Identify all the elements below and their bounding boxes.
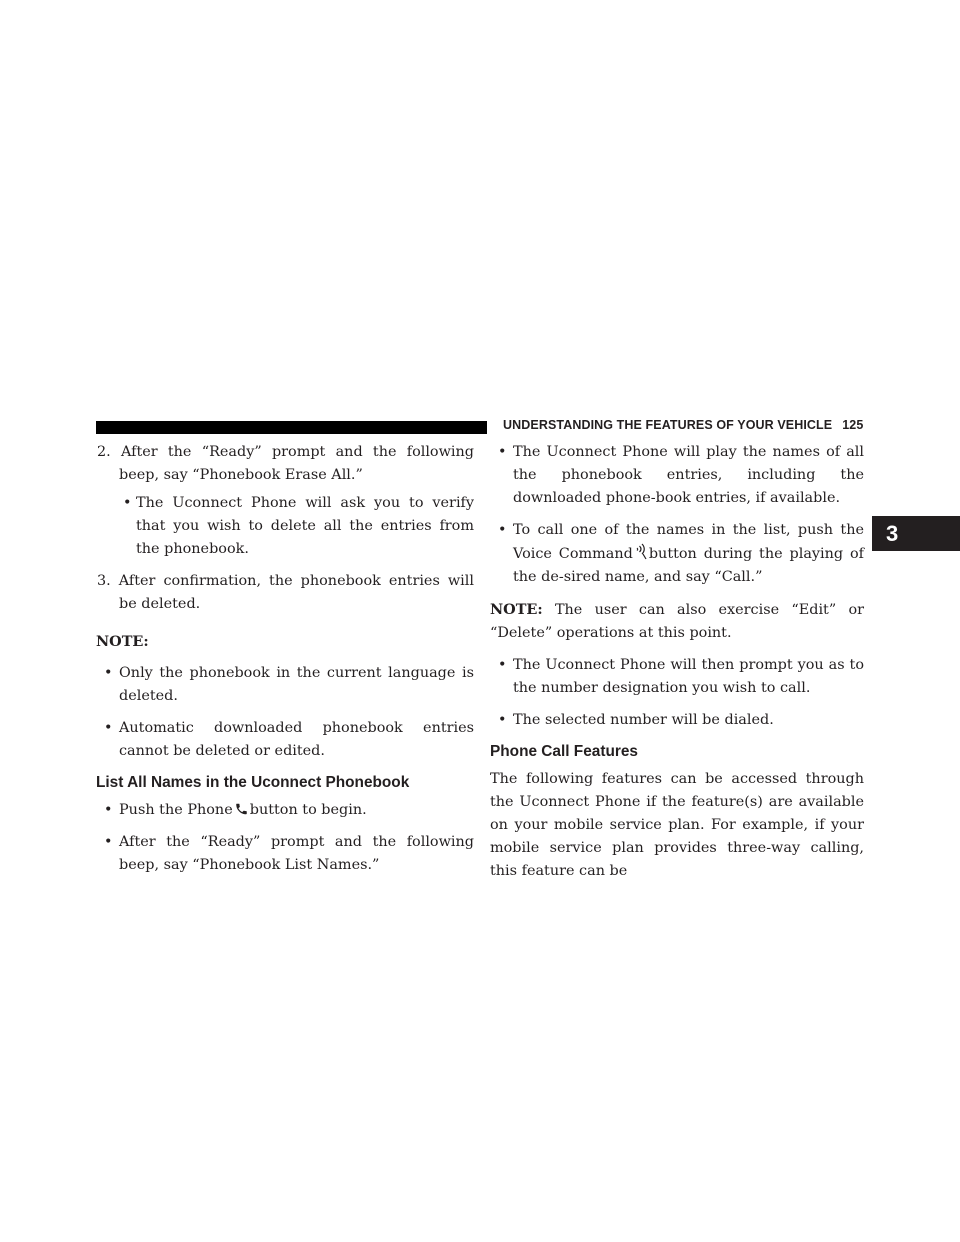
play-names-text: The Uconnect Phone will play the names of all the phonebook entries, including the downloaded phone-book entries, if available. — [513, 444, 864, 506]
bullet: • — [498, 657, 507, 673]
push-phone-bullet — [96, 799, 474, 822]
bullet: • — [498, 522, 507, 538]
step-2-sub-text: The Uconnect Phone will ask you to verify that you wish to delete all the entries from the phonebook. — [136, 495, 474, 557]
step-2-sub-bullet — [96, 492, 474, 561]
chapter-number: 3 — [886, 520, 899, 546]
chapter-tab — [872, 516, 960, 551]
section-title: UNDERSTANDING THE FEATURES OF YOUR VEHICLE — [503, 418, 833, 432]
phone-icon — [234, 802, 249, 816]
note-paragraph — [490, 598, 864, 645]
dialed-bullet — [490, 709, 864, 732]
section-heading-list-names: List All Names in the Uconnect Phonebook — [96, 774, 410, 791]
list-names-text: After the “Ready” prompt and the following beep, say “Phonebook List Names.” — [119, 834, 474, 873]
note-bullet-text: Automatic downloaded phonebook entries cannot be deleted or edited. — [119, 720, 474, 759]
note-label: NOTE: — [490, 601, 543, 618]
note-text: The user can also exercise “Edit” or “Delete” operations at this point. — [490, 602, 864, 641]
left-column — [96, 441, 474, 877]
right-column — [490, 441, 864, 883]
prompt-designation-text: The Uconnect Phone will then prompt you as to the number designation you wish to call. — [513, 657, 864, 696]
note-label: NOTE: — [96, 633, 149, 650]
note-bullet-2 — [96, 717, 474, 763]
prompt-designation-bullet — [490, 654, 864, 700]
bullet: • — [104, 665, 113, 681]
note-bullet-1 — [96, 662, 474, 708]
bullet: • — [104, 834, 113, 850]
push-phone-text: Push the Phone — [119, 802, 233, 818]
call-name-bullet — [490, 519, 864, 589]
phone-call-paragraph: The following features can be accessed through the Uconnect Phone if the feature(s) are available on your mobile service plan. For example, if your mobile service plan provides three-way calling, this feature can be — [490, 771, 864, 879]
page-number: 125 — [842, 418, 864, 432]
bullet: • — [104, 720, 113, 736]
push-phone-text-end: button to begin. — [249, 802, 367, 818]
voice-command-icon — [634, 542, 648, 560]
running-header — [503, 418, 864, 438]
bullet: • — [104, 802, 113, 818]
header-rule — [96, 421, 487, 434]
call-name-text-end: button during the playing of the de-sired name, and say “Call.” — [513, 546, 865, 585]
section-heading-phone-call-features: Phone Call Features — [490, 743, 638, 760]
bullet: • — [498, 712, 507, 728]
note-bullet-text: Only the phonebook in the current language is deleted. — [119, 665, 474, 704]
play-names-bullet — [490, 441, 864, 510]
dialed-text: The selected number will be dialed. — [513, 712, 774, 728]
call-name-text: To call one of the names in the list, push the Voice Command — [513, 522, 864, 562]
step-2: 2. After the “Ready” prompt and the following beep, say “Phonebook Erase All.” — [97, 444, 474, 483]
step-3: 3. After confirmation, the phonebook entries will be deleted. — [97, 573, 474, 612]
bullet: • — [123, 495, 132, 511]
list-names-bullet — [96, 831, 474, 877]
bullet: • — [498, 444, 507, 460]
